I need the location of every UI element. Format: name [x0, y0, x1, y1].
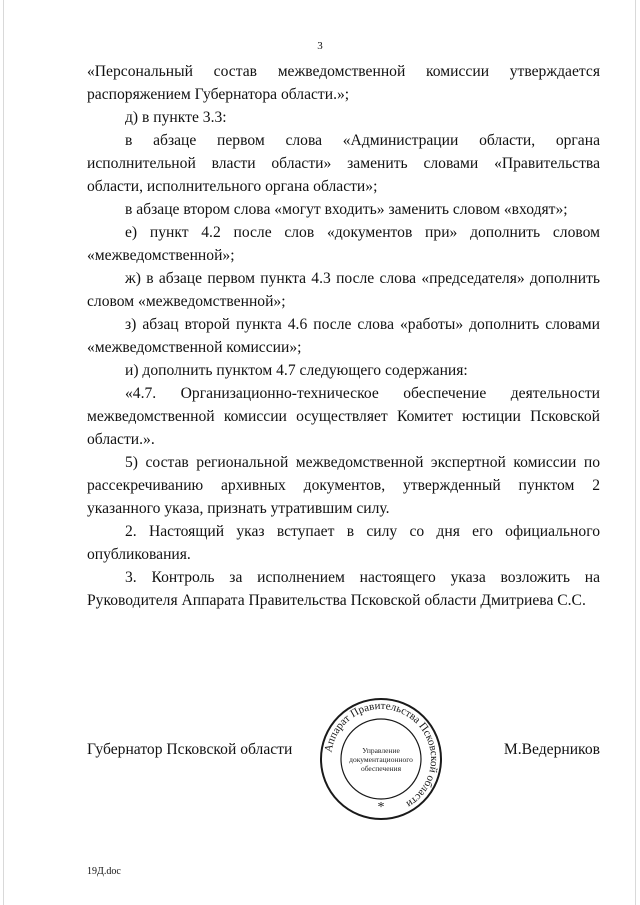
paragraph: 2. Настоящий указ вступает в силу со дня его официального опубликования.	[87, 523, 600, 563]
paragraph: 3. Контроль за исполнением настоящего указа возложить на Руководителя Аппарата Правительства Псковской области Дмитриева С.С.	[87, 569, 600, 609]
paragraph: е) пункт 4.2 после слов «документов при» дополнить словом «межведомственной»;	[87, 224, 600, 264]
scan-edge-left	[3, 0, 4, 905]
document-body	[87, 60, 600, 612]
seal-outer-text: Аппарат Правительства Псковской области	[322, 699, 441, 811]
paragraph: д) в пункте 3.3:	[125, 109, 227, 126]
paragraph: з) абзац второй пункта 4.6 после слова «работы» дополнить словами «межведомственной комиссии»;	[87, 316, 600, 356]
page-number: 3	[317, 40, 323, 52]
paragraph: «Персональный состав межведомственной комиссии утверждается распоряжением Губернатора области.»;	[87, 63, 600, 103]
paragraph: в абзаце втором слова «могут входить» заменить словом «входят»;	[125, 201, 568, 218]
paragraph: «4.7. Организационно-техническое обеспечение деятельности межведомственной комиссии осуществляет Комитет юстиции Псковской области.».	[87, 385, 600, 448]
seal-inner-line: документационного	[349, 755, 413, 764]
paragraph: ж) в абзаце первом пункта 4.3 после слова «председателя» дополнить словом «межведомственной»;	[87, 270, 600, 310]
footer-filename: 19Д.doc	[87, 866, 121, 877]
paragraph: и) дополнить пунктом 4.7 следующего содержания:	[125, 362, 468, 379]
seal-inner-line: Управление	[362, 746, 400, 755]
signatory-title: Губернатор Псковской области	[87, 741, 293, 758]
official-seal-stamp	[316, 694, 446, 824]
paragraph: в абзаце первом слова «Администрации области, органа исполнительной власти области» заменить словами «Правительства области, исполнительного органа области»;	[87, 132, 600, 195]
seal-inner-line: обеспечения	[360, 764, 402, 773]
signatory-name: М.Ведерников	[503, 741, 600, 758]
seal-star: *	[377, 800, 385, 815]
paragraph: 5) состав региональной межведомственной экспертной комиссии по рассекречиванию архивных документов, утвержденный пунктом 2 указанного указа, признать утратившим силу.	[87, 454, 600, 517]
scan-edge-right	[635, 0, 636, 905]
